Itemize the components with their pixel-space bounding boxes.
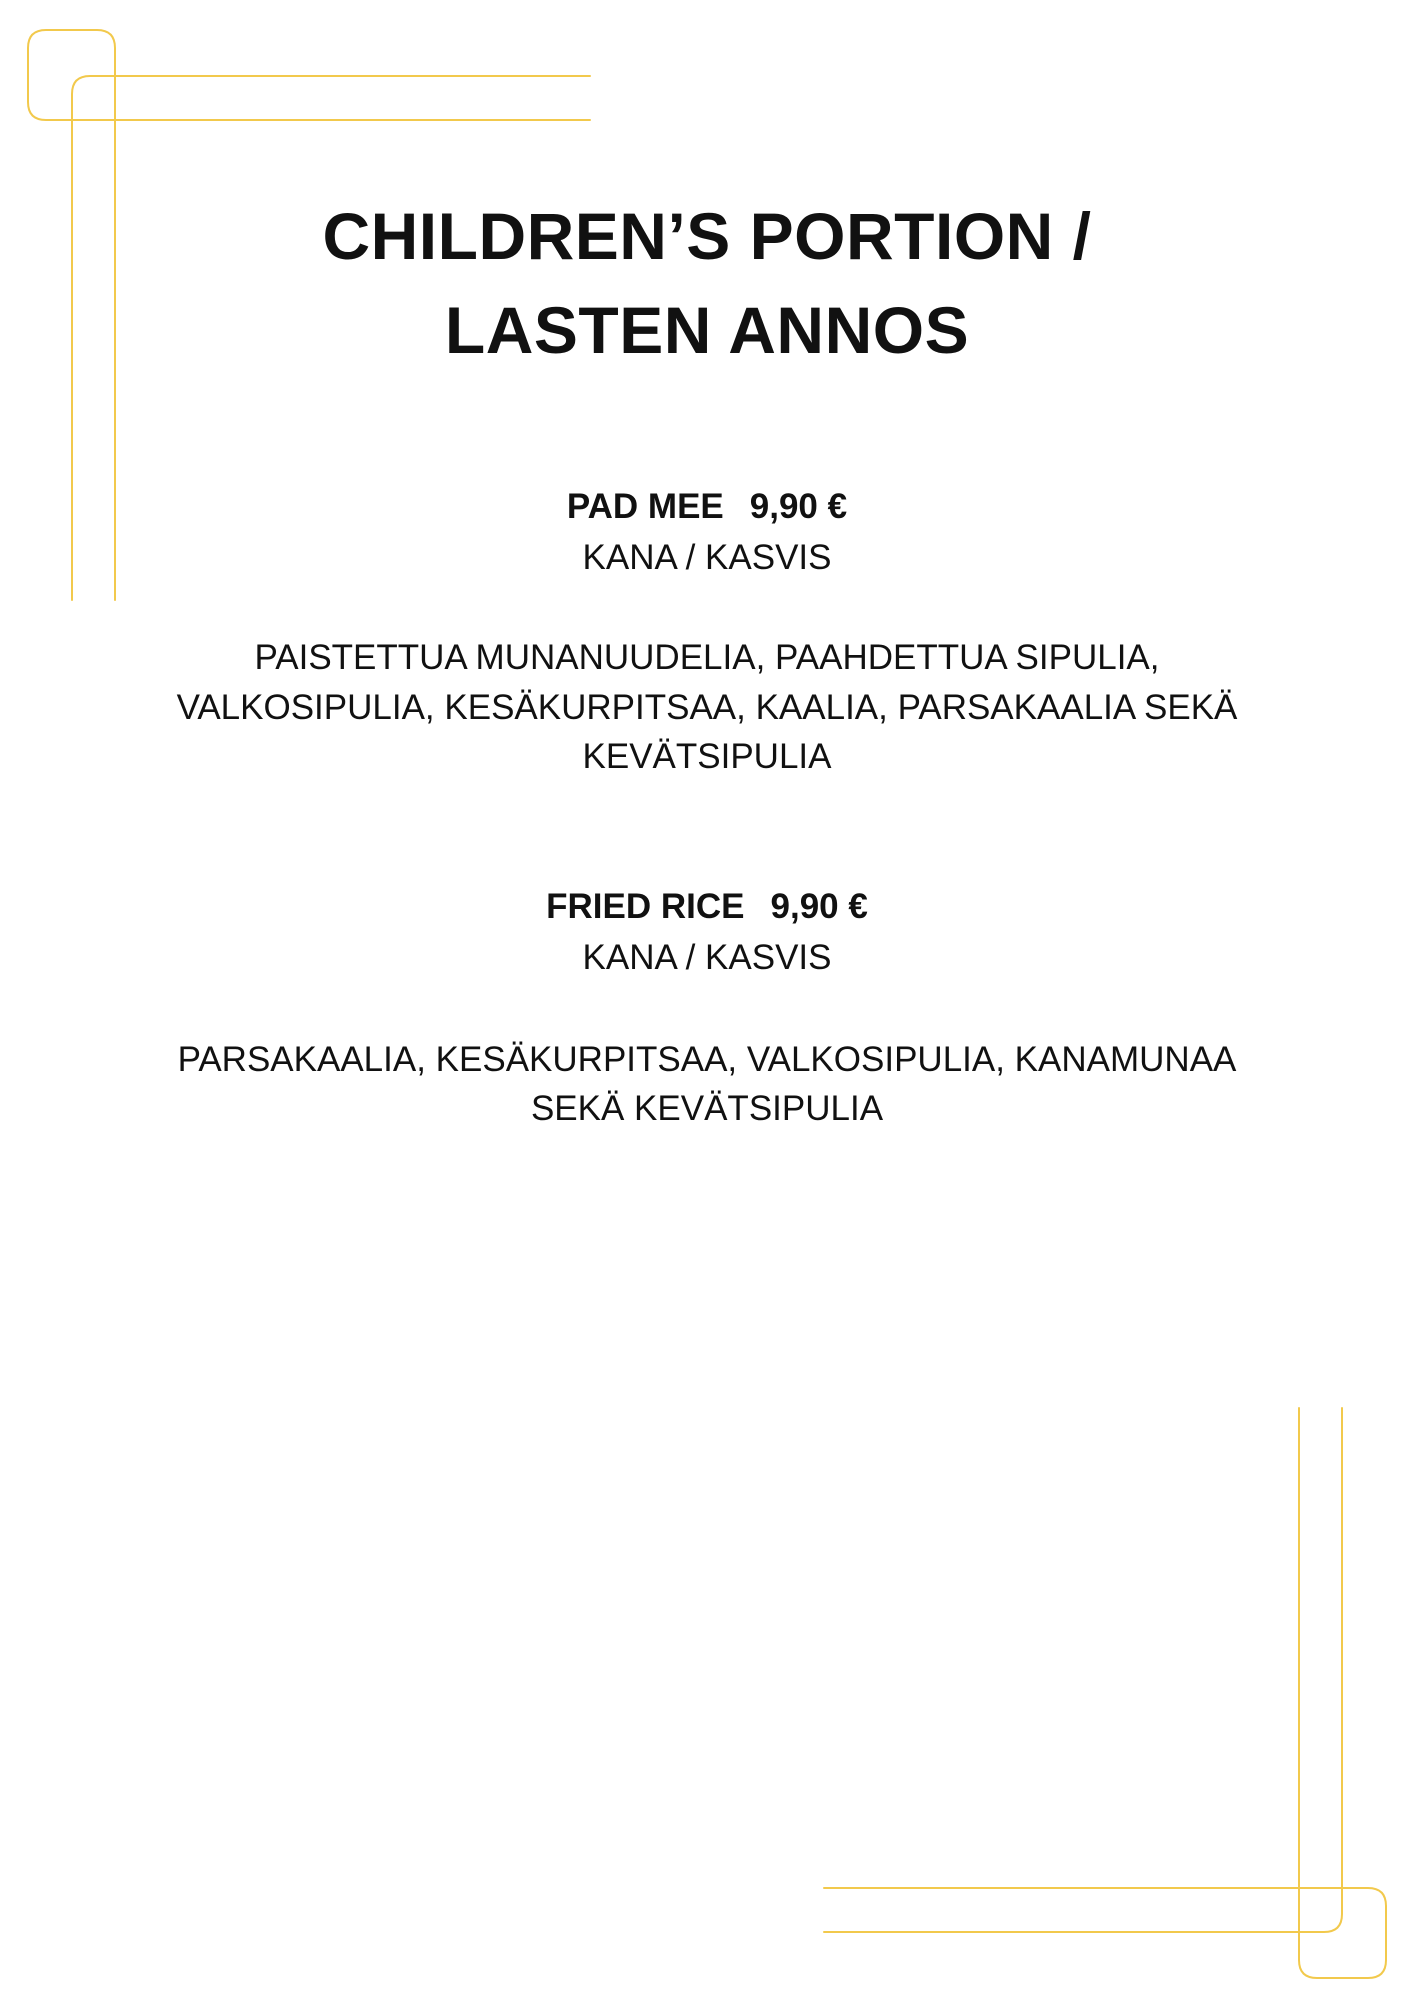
menu-item-price: 9,90 € <box>770 887 868 926</box>
menu-item-name: FRIED RICE <box>546 887 745 926</box>
frame-bottom-right-inner <box>824 1408 1342 1932</box>
page-title-line-2: LASTEN ANNOS <box>444 293 970 367</box>
menu-item-description-line: PARSAKAALIA, KESÄKURPITSAA, VALKOSIPULIA, KANAMUNAA <box>177 1040 1237 1079</box>
menu-item-description-line: PAISTETTUA MUNANUUDELIA, PAAHDETTUA SIPULIA, <box>254 638 1160 677</box>
menu-item-options: KANA / KASVIS <box>582 938 832 977</box>
menu-item-options: KANA / KASVIS <box>582 538 832 577</box>
menu-item-description-line: VALKOSIPULIA, KESÄKURPITSAA, KAALIA, PARSAKAALIA SEKÄ <box>176 688 1238 727</box>
menu-item-heading <box>0 485 1414 529</box>
menu-item-description-line: SEKÄ KEVÄTSIPULIA <box>530 1089 884 1128</box>
menu-item-heading <box>0 885 1414 929</box>
page-title-line-1: CHILDREN’S PORTION / <box>322 199 1092 273</box>
frame-bottom-right-outer <box>824 1408 1386 1978</box>
menu-item-description-line: KEVÄTSIPULIA <box>582 737 832 776</box>
menu-item-name: PAD MEE <box>566 487 724 526</box>
menu-item-price: 9,90 € <box>749 487 848 526</box>
